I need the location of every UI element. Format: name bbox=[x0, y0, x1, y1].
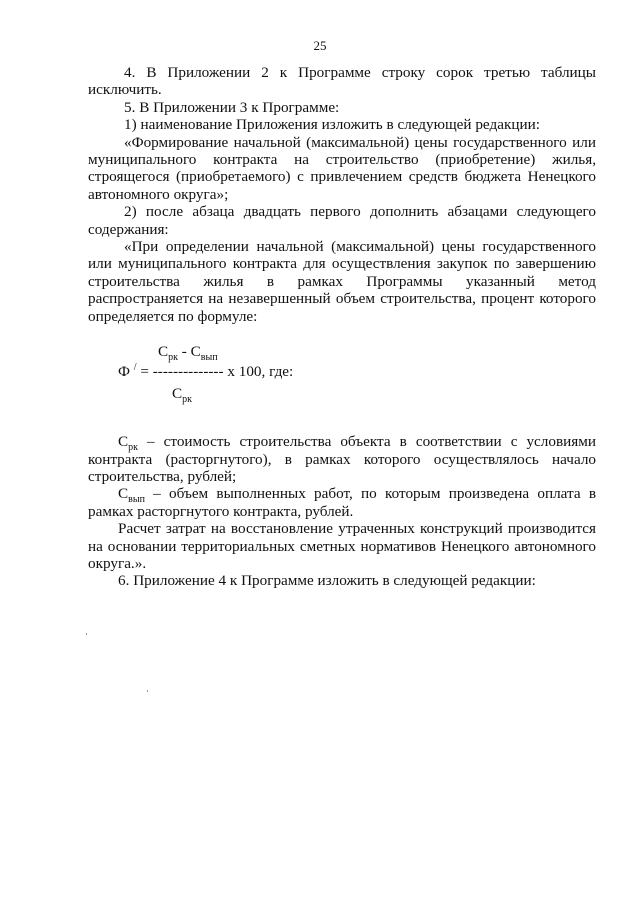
definitions-block bbox=[88, 433, 596, 590]
formula-numerator: $С_{рк} - С_{вып}$ bbox=[158, 343, 218, 364]
formula bbox=[88, 333, 596, 419]
paragraph-item-4: 4. В Приложении 2 к Программе строку сорок третью таблицы исключить. bbox=[88, 64, 596, 99]
document-body bbox=[88, 64, 596, 590]
definition-cvyp: $С_{вып}$ – объем выполненных работ, по которым произведена оплата в рамках расторгнутого контракта, рублей. bbox=[88, 485, 596, 520]
formula-denominator: $С_{рк}$ bbox=[172, 385, 192, 406]
paragraph-subitem-2: 2) после абзаца двадцать первого дополнить абзацами следующего содержания: bbox=[88, 203, 596, 238]
scan-speck bbox=[86, 633, 87, 635]
paragraph-item-5: 5. В Приложении 3 к Программе: bbox=[124, 98, 340, 116]
scan-speck bbox=[147, 690, 148, 692]
page-number: 25 bbox=[313, 38, 327, 53]
paragraph-subitem-1: 1) наименование Приложения изложить в следующей редакции: bbox=[124, 116, 540, 134]
paragraph-quoted-title: «Формирование начальной (максимальной) цены государственного или муниципального контракта на строительство (приобретение) жилья, строящегося (приобретаемого) с привлечением средств бюджета Ненецкого автономного округа»; bbox=[88, 133, 596, 203]
paragraph-quoted-rule: «При определении начальной (максимальной) цены государственного или муниципального контракта для осуществления закупок по завершению строительства жилья в рамках Программы указанный метод распространяется на незавершенный объем строительства, процент которого определяется по формуле: bbox=[88, 238, 596, 325]
definition-crk: $С_{рк}$ – стоимость строительства объекта в соответствии с условиями контракта (расторгнутого), в рамках которого осуществлялось начало строительства, рублей; bbox=[88, 433, 596, 485]
formula-equation-line: Ф / = -------------- х 100, где: bbox=[118, 362, 294, 381]
paragraph-calculation: Расчет затрат на восстановление утраченных конструкций производится на основании территориальных сметных нормативов Ненецкого автономного округа.». bbox=[88, 520, 596, 572]
paragraph-item-6: 6. Приложение 4 к Программе изложить в следующей редакции: bbox=[118, 572, 536, 590]
